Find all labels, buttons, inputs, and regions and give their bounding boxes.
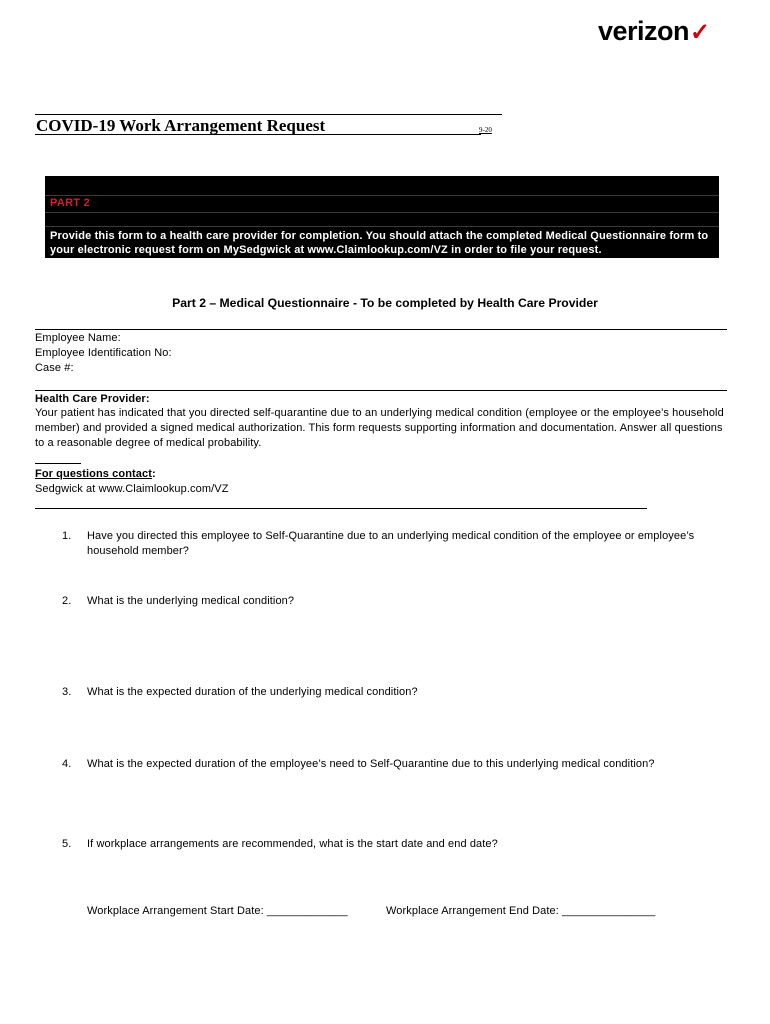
contact-heading-text: For questions contact — [35, 468, 152, 480]
logo-wordmark: verizon — [598, 16, 690, 46]
check-mark-icon: ✓ — [690, 19, 710, 46]
contact-colon: : — [152, 468, 156, 480]
end-date-field[interactable]: Workplace Arrangement End Date: _______________ — [386, 905, 656, 917]
part-label: PART 2 — [50, 197, 91, 209]
case-number-label: Case #: — [35, 362, 74, 374]
instructions-banner — [45, 176, 719, 258]
contact-line: Sedgwick at www.Claimlookup.com/VZ — [35, 483, 229, 495]
verizon-logo — [598, 18, 710, 45]
question-number: 3. — [62, 686, 72, 698]
provider-body: Your patient has indicated that you directed self-quarantine due to an underlying medical condition (employee or the employee’s household member) and provided a signed medical authorization. This form requests supporting information and documentation. Answer all questions to a reasonable degree of medical probability. — [35, 407, 724, 449]
form-version: 9-20 — [479, 126, 492, 134]
title-underline — [35, 134, 481, 135]
question-number: 5. — [62, 838, 72, 850]
banner-divider — [45, 226, 719, 227]
banner-divider — [45, 195, 719, 196]
question-number: 1. — [62, 530, 72, 542]
banner-instructions: Provide this form to a health care provider for completion. You should attach the completed Medical Questionnaire form to your electronic request form on MySedgwick at www.Claimlookup.com/VZ in order to file your request. — [50, 230, 709, 256]
divider — [35, 508, 647, 509]
question-number: 4. — [62, 758, 72, 770]
document-title: COVID-19 Work Arrangement Request — [36, 116, 326, 135]
start-date-field[interactable]: Workplace Arrangement Start Date: _____________ — [87, 905, 348, 917]
question-text: If workplace arrangements are recommended, what is the start date and end date? — [87, 838, 498, 850]
section-heading: Part 2 – Medical Questionnaire - To be completed by Health Care Provider — [172, 296, 598, 310]
contact-heading — [35, 467, 156, 482]
question-number: 2. — [62, 595, 72, 607]
question-text: What is the expected duration of the underlying medical condition? — [87, 686, 418, 698]
divider — [35, 329, 727, 330]
provider-heading: Health Care Provider: — [35, 393, 150, 405]
employee-name-label: Employee Name: — [35, 332, 121, 344]
employee-id-label: Employee Identification No: — [35, 347, 172, 359]
question-text: What is the expected duration of the employee’s need to Self-Quarantine due to this underlying medical condition? — [87, 758, 655, 770]
banner-divider — [45, 212, 719, 213]
question-text: What is the underlying medical condition? — [87, 595, 295, 607]
title-top-rule — [35, 114, 502, 115]
question-text: Have you directed this employee to Self-Quarantine due to an underlying medical condition of the employee or employee’s household member? — [87, 530, 695, 557]
divider — [35, 390, 727, 391]
short-divider — [35, 463, 81, 464]
